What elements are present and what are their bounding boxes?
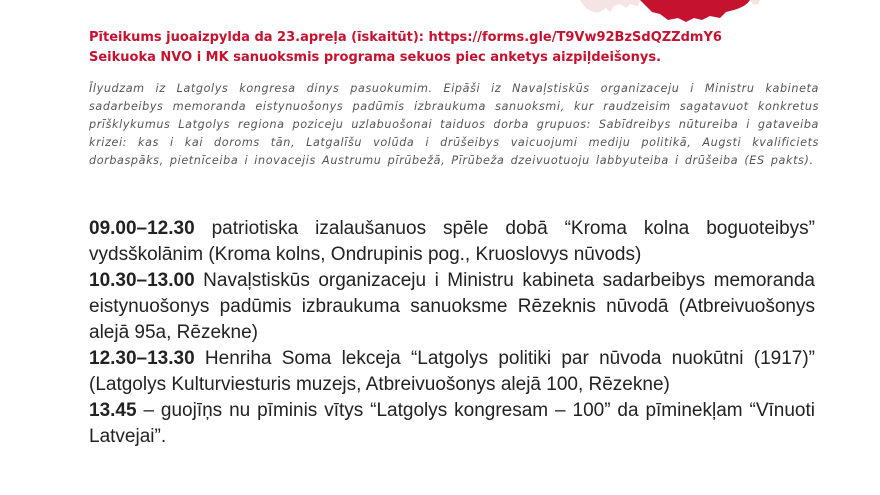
intro-paragraph: Īlyudzam iz Latgolys kongresa dinys pasuokumim. Eipāši iz Navaļstiskūs organizaceju i Ministru kabineta sadarbeibys memoranda eistynuošonys padūmis izbraukuma sanuoksmi, kur raudzeisim sagatavuot konkretus prīšklykumus Latgolys regiona poziceju uzlabuošonai taiduos dorba grupuos: Sabīdreibys nūtureiba i gataveiba krizei: kas i kai doroms tān, Latgalīšu volūda i drūšeibys vaicuojumi mediju politikā, Augsti kvalificiets dorbaspāks, pietnīceiba i inovacejis Austrumu pīrūbežā, Pīrūbeža dzeivuotuoju labbyuteiba i drūšeiba (ES pakts).: [89, 82, 819, 167]
registration-text: Pīteikums juoaizpylda da 23.apreļa (īskaitūt):: [89, 30, 429, 45]
schedule-item: [89, 398, 815, 450]
schedule-time: 13.45: [89, 400, 137, 421]
schedule-item: [89, 346, 815, 398]
registration-line: [89, 28, 809, 48]
schedule-description: patriotiska izalaušanuos spēle dobā “Kroma kolna boguoteibys” vydsškolānim (Kroma kolns, Ondrupinis pog., Kruoslovys nūvods): [89, 218, 815, 265]
schedule-time: 12.30–13.30: [89, 348, 195, 369]
registration-notice: [89, 28, 809, 68]
schedule-time: 10.30–13.00: [89, 270, 195, 291]
registration-form-link[interactable]: https://forms.gle/T9Vw92BzSdQZZdmY6: [428, 30, 722, 45]
schedule-item: [89, 268, 815, 346]
event-schedule: [89, 216, 815, 450]
schedule-time: 09.00–12.30: [89, 218, 195, 239]
program-notice-line: Seikuoka NVO i MK sanuoksmis programa sekuos piec anketys aizpiļdeišonys.: [89, 50, 662, 65]
schedule-description: – guojīņs nu pīminis vītys “Latgolys kongresam – 100” da pīminekļam “Vīnuoti Latvejai”.: [89, 400, 815, 447]
schedule-item: [89, 216, 815, 268]
schedule-description: Navaļstiskūs organizaceju i Ministru kabineta sadarbeibys memoranda eistynuošonys padūmis izbraukuma sanuoksme Rēzeknis nūvodā (Atbreivuošonys alejā 95a, Rēzekne): [89, 270, 815, 343]
schedule-description: Henriha Soma lekceja “Latgolys politiki par nūvoda nuokūtni (1917)” (Latgolys Kulturviesturis muzejs, Atbreivuošonys alejā 100, Rēzekne): [89, 348, 815, 395]
latgale-map-graphic: [570, 0, 760, 24]
